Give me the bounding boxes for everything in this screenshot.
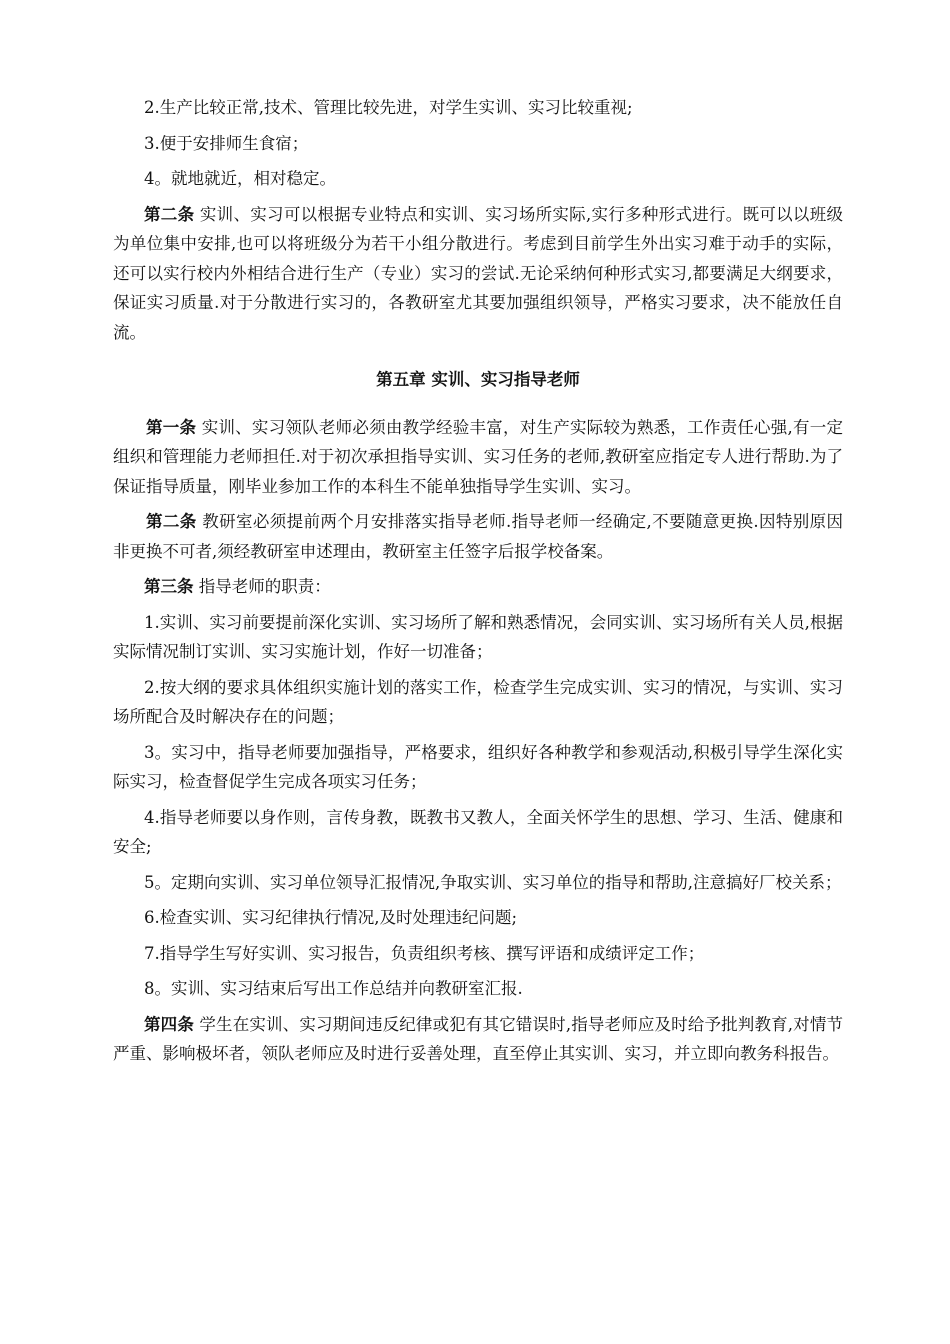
article-label: 第一条 [146, 417, 197, 437]
article-paragraph [113, 572, 843, 602]
duty-item: 1.实训、实习前要提前深化实训、实习场所了解和熟悉情况，会同实训、实习场所有关人员,根据实际情况制订实训、实习实施计划，作好一切准备； [113, 612, 843, 661]
article-text: 实训、实习可以根据专业特点和实训、实习场所实际,实行多种形式进行。既可以以班级为单位集中安排,也可以将班级分为若干小组分散进行。考虑到目前学生外出实习难于动手的实际，还可以实行校内外相结合进行生产（专业）实习的尝试.无论采纳何种形式实习,都要满足大纲要求，保证实习质量.对于分散进行实习的，各教研室尤其要加强组织领导，严格实习要求，决不能放任自流。 [113, 204, 843, 342]
article-text: 指导老师的职责： [193, 577, 331, 596]
list-item: 2.生产比较正常,技术、管理比较先进，对学生实训、实习比较重视; [144, 98, 633, 117]
article-label: 第二条 [146, 512, 197, 531]
article-label: 第四条 [144, 1014, 194, 1034]
article-paragraph [113, 1010, 843, 1069]
duty-item: 5。定期向实训、实习单位领导汇报情况,争取实训、实习单位的指导和帮助,注意搞好厂校关系； [144, 872, 842, 892]
chapter-title: 第五章 实训、实习指导老师 [376, 370, 580, 389]
duty-item: 3。实习中，指导老师要加强指导，严格要求，组织好各种教学和参观活动,积极引导学生深化实际实习，检查督促学生完成各项实习任务； [113, 742, 843, 791]
duty-item: 4.指导老师要以身作则，言传身教，既教书又教人，全面关怀学生的思想、学习、生活、健康和安全; [113, 807, 843, 856]
article-text: 学生在实训、实习期间违反纪律或犯有其它错误时,指导老师应及时给予批判教育,对情节严重、影响极坏者，领队老师应及时进行妥善处理，直至停止其实训、实习，并立即向教务科报告。 [113, 1014, 843, 1063]
list-item: 3.便于安排师生食宿； [144, 133, 309, 153]
duty-item: 8。实训、实习结束后写出工作总结并向教研室汇报. [144, 979, 523, 998]
article-paragraph [113, 507, 843, 566]
list-item: 4。就地就近，相对稳定。 [144, 169, 336, 188]
article-text: 实训、实习领队老师必须由教学经验丰富，对生产实际较为熟悉，工作责任心强,有一定组织和管理能力老师担任.对于初次承担指导实训、实习任务的老师,教研室应指定专人进行帮助.为了保证指导质量，刚毕业参加工作的本科生不能单独指导学生实训、实习。 [113, 417, 843, 496]
article-text: 教研室必须提前两个月安排落实指导老师.指导老师一经确定,不要随意更换.因特别原因非更换不可者,须经教研室申述理由，教研室主任签字后报学校备案。 [113, 512, 844, 561]
article-label: 第三条 [144, 577, 194, 596]
article-paragraph [113, 200, 843, 348]
document-body [113, 93, 843, 1075]
duty-item: 2.按大纲的要求具体组织实施计划的落实工作，检查学生完成实训、实习的情况，与实训、实习场所配合及时解决存在的问题； [113, 677, 843, 726]
duty-item: 7.指导学生写好实训、实习报告，负责组织考核、撰写评语和成绩评定工作； [144, 943, 705, 963]
duty-item: 6.检查实训、实习纪律执行情况,及时处理违纪问题; [144, 908, 518, 927]
article-paragraph [113, 413, 843, 502]
article-label: 第二条 [144, 204, 195, 224]
